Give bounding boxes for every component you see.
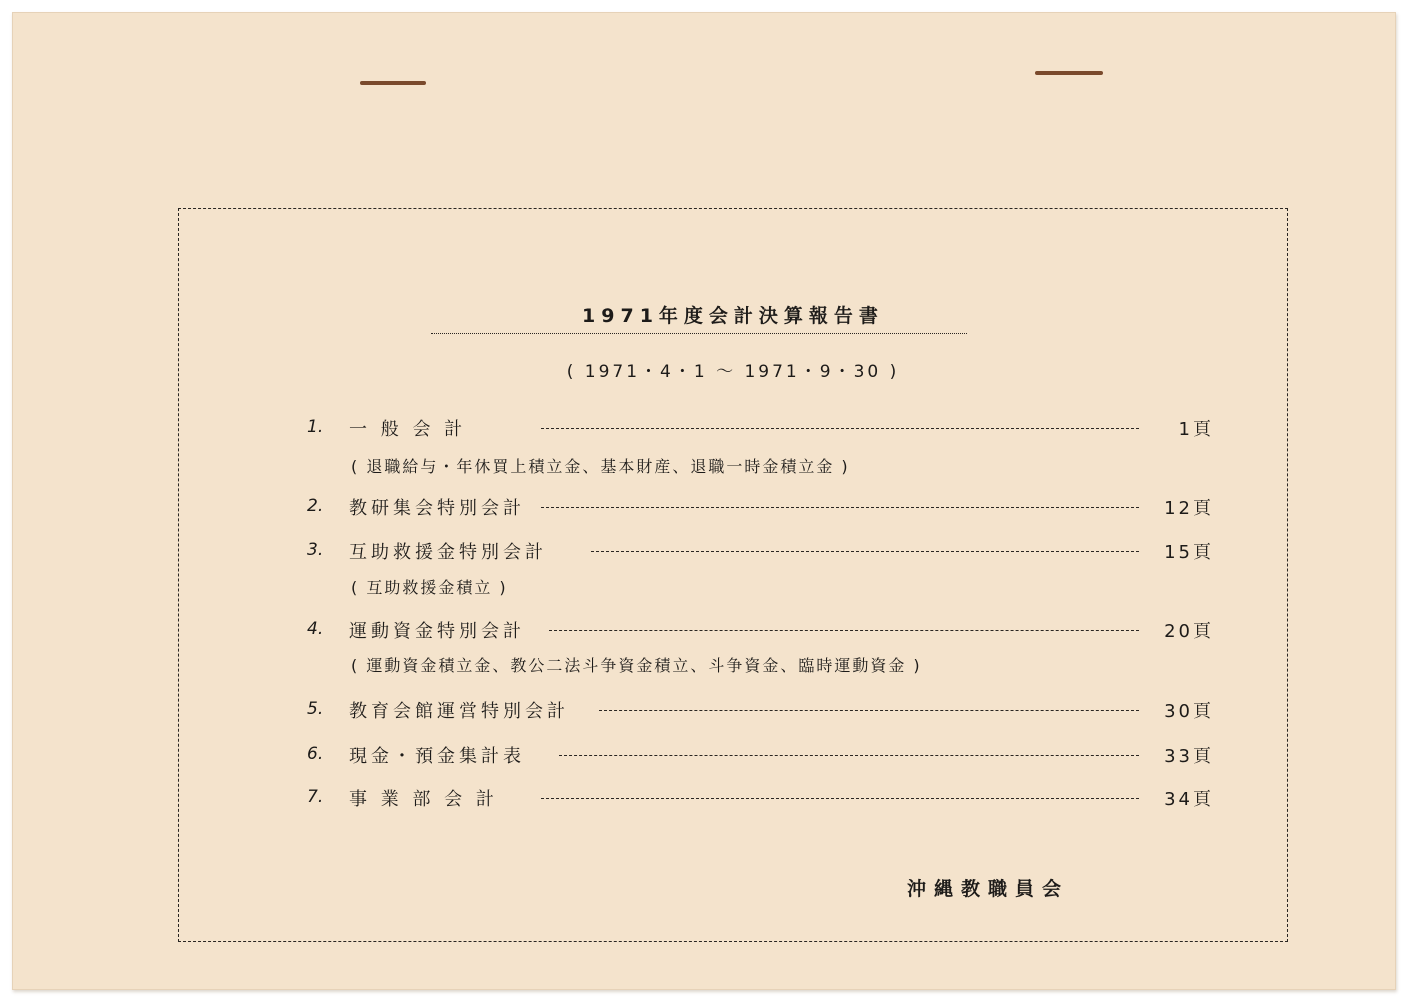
entry-page: 30頁	[1164, 701, 1214, 722]
entry-page: 34頁	[1164, 789, 1214, 810]
entry-number: 7.	[307, 787, 324, 807]
entry-page: 12頁	[1164, 498, 1214, 519]
document-sheet	[12, 12, 1396, 990]
report-period: ( 1971・4・1 ～ 1971・9・30 )	[566, 362, 900, 382]
entry-page: 1頁	[1178, 419, 1214, 440]
entry-title: 教育会館運営特別会計	[349, 701, 569, 722]
entry-title: 現金・預金集計表	[349, 746, 525, 767]
dot-leader	[541, 428, 1139, 429]
title-underline	[431, 333, 967, 334]
binding-mark-left	[360, 81, 426, 85]
report-title: 1971年度会計決算報告書	[582, 305, 884, 327]
dot-leader	[549, 630, 1139, 631]
entry-page: 20頁	[1164, 621, 1214, 642]
entry-title: 一 般 会 計	[349, 419, 467, 440]
report-frame	[178, 208, 1288, 942]
entry-number: 3.	[307, 540, 324, 560]
entry-page: 15頁	[1164, 542, 1214, 563]
entry-title: 互助救援金特別会計	[349, 542, 547, 563]
entry-number: 2.	[307, 496, 324, 516]
dot-leader	[541, 798, 1139, 799]
entry-title: 運動資金特別会計	[349, 621, 525, 642]
entry-title: 教研集会特別会計	[349, 498, 525, 519]
entry-number: 5.	[307, 699, 324, 719]
entry-number: 1.	[307, 417, 324, 437]
entry-number: 4.	[307, 619, 324, 639]
entry-subtitle: ( 退職給与・年休買上積立金、基本財産、退職一時金積立金 )	[351, 457, 850, 476]
dot-leader	[559, 755, 1139, 756]
entry-title: 事 業 部 会 計	[349, 789, 498, 810]
entry-subtitle: ( 互助救援金積立 )	[351, 578, 508, 597]
organization-name: 沖縄教職員会	[907, 878, 1070, 900]
entry-number: 6.	[307, 744, 324, 764]
dot-leader	[591, 551, 1139, 552]
dot-leader	[541, 507, 1139, 508]
entry-subtitle: ( 運動資金積立金、教公二法斗争資金積立、斗争資金、臨時運動資金 )	[351, 656, 922, 675]
entry-page: 33頁	[1164, 746, 1214, 767]
dot-leader	[599, 710, 1139, 711]
binding-mark-right	[1035, 71, 1103, 75]
